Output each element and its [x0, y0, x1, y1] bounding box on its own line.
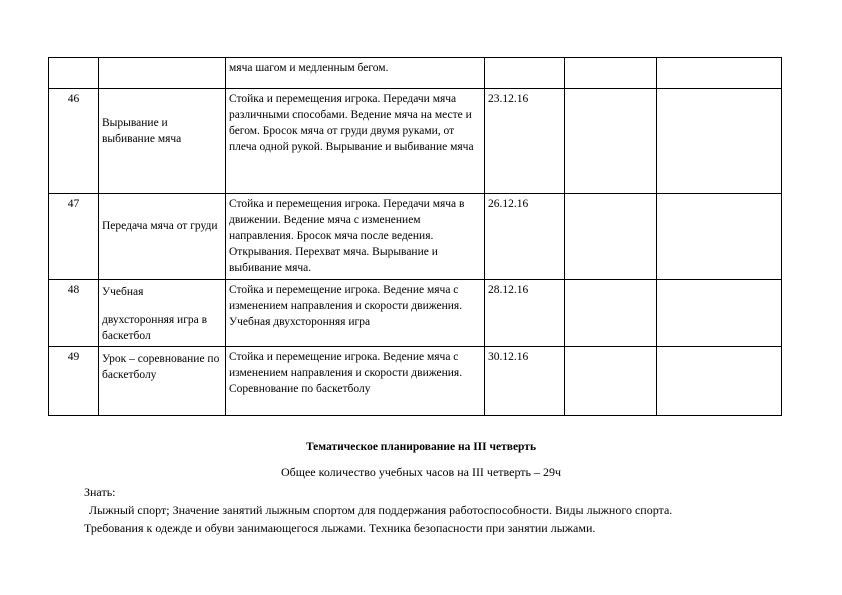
empty-cell: [657, 58, 782, 89]
lesson-topic-line: Учебная: [102, 286, 144, 298]
empty-cell: [565, 89, 657, 194]
lesson-number-cell: [49, 58, 99, 89]
table-row: [49, 58, 782, 89]
lesson-topic-cell: [99, 347, 226, 416]
know-text-line: Лыжный спорт; Значение занятий лыжным спортом для поддержания работоспособности. Виды лыжного спорта.: [89, 503, 673, 517]
lesson-topic-text: Вырывание и выбивание мяча: [102, 117, 182, 145]
lesson-date-cell: 23.12.16: [485, 89, 565, 194]
lesson-date-cell: 30.12.16: [485, 347, 565, 416]
lesson-topic-line: двухсторонняя игра в баскетбол: [102, 314, 208, 342]
lesson-date-cell: 28.12.16: [485, 280, 565, 347]
empty-cell: [657, 280, 782, 347]
lesson-number-cell: 47: [49, 194, 99, 280]
empty-cell: [657, 194, 782, 280]
hours-total: Общее количество учебных часов на III четверть – 29ч: [280, 465, 562, 479]
lesson-number-cell: 48: [49, 280, 99, 347]
lesson-number-cell: 49: [49, 347, 99, 416]
lesson-date-cell: [485, 58, 565, 89]
lesson-topic-text: Передача мяча от груди: [102, 220, 218, 232]
empty-cell: [657, 347, 782, 416]
empty-cell: [565, 280, 657, 347]
table-row: [49, 280, 782, 347]
lesson-topic-cell: [99, 89, 226, 194]
know-text-line: Требования к одежде и обуви занимающегося лыжами. Техника безопасности при занятии лыжами.: [84, 521, 596, 535]
table-row: [49, 89, 782, 194]
lesson-topic-text: Урок – соревнование по баскетболу: [102, 353, 220, 381]
know-label: Знать:: [84, 485, 116, 499]
lesson-content-cell: Стойка и перемещение игрока. Ведение мяча с изменением направления и скорости движения. Соревнование по баскетболу: [226, 347, 485, 416]
empty-cell: [565, 194, 657, 280]
table-row: [49, 347, 782, 416]
table-row: [49, 194, 782, 280]
lesson-content-cell: Стойка и перемещения игрока. Передачи мяча в движении. Ведение мяча с изменением направления. Бросок мяча после ведения. Открывания. Перехват мяча. Вырывание и выбивание мяча.: [226, 194, 485, 280]
lesson-topic-cell: [99, 280, 226, 347]
lesson-topic-cell: [99, 58, 226, 89]
lesson-plan-table: [48, 57, 782, 416]
empty-cell: [657, 89, 782, 194]
lesson-date-cell: 26.12.16: [485, 194, 565, 280]
lesson-content-cell: Стойка и перемещение игрока. Ведение мяча с изменением направления и скорости движения. Учебная двухсторонняя игра: [226, 280, 485, 347]
lesson-topic-cell: [99, 194, 226, 280]
lesson-number-cell: 46: [49, 89, 99, 194]
lesson-content-cell: Стойка и перемещения игрока. Передачи мяча различными способами. Ведение мяча на месте и бегом. Бросок мяча от груди двумя руками, от плеча одной рукой. Вырывание и выбивание мяча: [226, 89, 485, 194]
empty-cell: [565, 347, 657, 416]
lesson-content-cell: мяча шагом и медленным бегом.: [226, 58, 485, 89]
empty-cell: [565, 58, 657, 89]
section-heading: Тематическое планирование на III четверть: [305, 441, 537, 453]
